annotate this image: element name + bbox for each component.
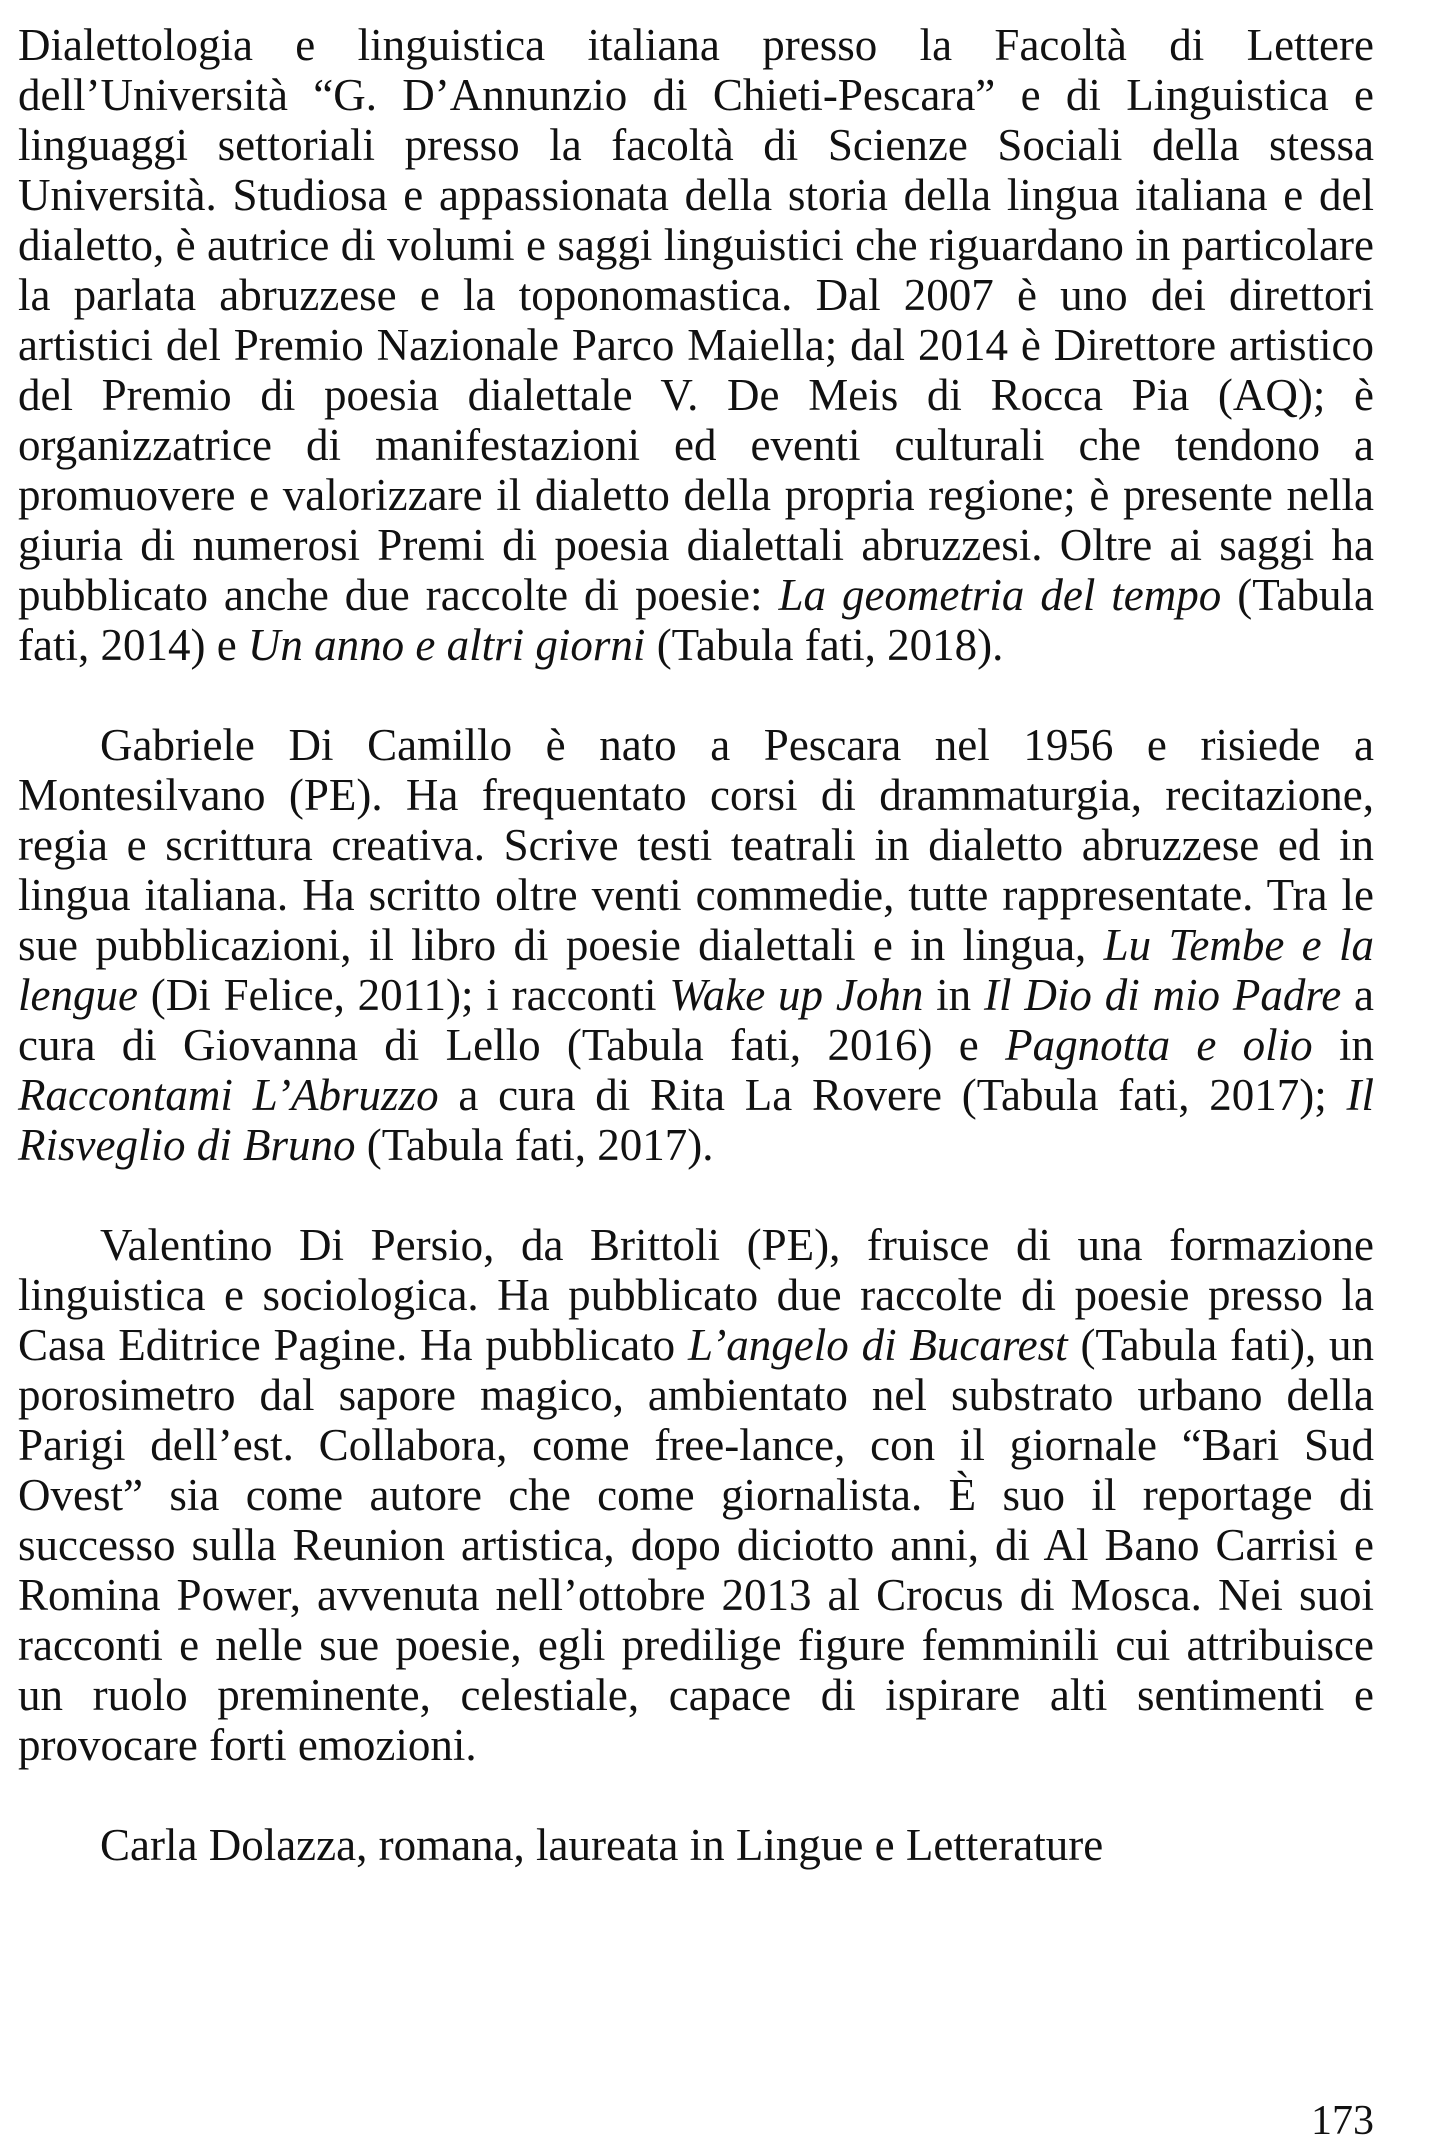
text-run: (Tabula fati, 2018). — [645, 620, 1004, 670]
text-run: Dialettologia e linguistica italiana presso la Facoltà di Lettere dell’Università “G. D’Annunzio di Chieti-Pescara” e di Linguistica e linguaggi settoriali presso la facoltà di Scienze Sociali della stessa Università. Studiosa e appassionata della storia della lingua italiana e del dialetto, è autrice di volumi e saggi linguistici che riguardano in particolare la parlata abruzzese e la toponomastica. Dal 2007 è uno dei direttori artistici del Premio Nazionale Parco Maiella; dal 2014 è Direttore artistico del Premio di poesia dialettale V. De Meis di Rocca Pia (AQ); è organizzatrice di manifestazioni ed eventi culturali che tendono a promuovere e valorizzare il dialetto della propria regione; è presente nella giuria di numerosi Premi di poesia dialettali abruzzesi. Oltre ai saggi ha pubblicato anche due raccolte di poesie: — [18, 20, 1374, 620]
paragraph-2 — [18, 720, 1374, 1170]
text-run: Carla Dolazza, romana, laureata in Lingue e Letterature — [100, 1820, 1104, 1870]
page-number: 173 — [1311, 2098, 1374, 2144]
paragraph-4 — [18, 1820, 1374, 1870]
text-run: Valentino Di Persio, da Brittoli (PE), fruisce di una formazione linguistica e sociologica. Ha pubblicato due raccolte di poesie presso la Casa Editrice Pagine. Ha pubblicato — [18, 1220, 1374, 1370]
text-run: in — [923, 970, 985, 1020]
book-title: Il Dio di mio Padre — [984, 970, 1342, 1020]
book-title: Lu Tembe e la lengue — [18, 920, 1374, 1020]
text-run: Gabriele Di Camillo è nato a Pescara nel 1956 e risiede a Montesilvano (PE). Ha frequentato corsi di drammaturgia, recitazione, regia e scrittura creativa. Scrive testi teatrali in dialetto abruzzese ed in lingua italiana. Ha scritto oltre venti commedie, tutte rappresentate. Tra le sue pubblicazioni, il libro di poesie dialettali e in lingua, — [18, 720, 1374, 970]
paragraph-3 — [18, 1220, 1374, 1770]
book-title: L’angelo di Bucarest — [687, 1320, 1068, 1370]
book-title: Wake up John — [669, 970, 924, 1020]
text-run: a cura di Giovanna di Lello (Tabula fati, 2016) e — [18, 970, 1374, 1070]
book-title: Raccontami L’Abruzzo — [18, 1070, 439, 1120]
page-body — [18, 20, 1374, 1870]
book-title: La geometria del tempo — [778, 570, 1222, 620]
paragraph-1 — [18, 20, 1374, 670]
text-run: a cura di Rita La Rovere (Tabula fati, 2017); — [438, 1070, 1347, 1120]
text-run: (Tabula fati, 2014) e — [18, 570, 1375, 670]
book-title: Il Risveglio di Bruno — [18, 1070, 1374, 1170]
text-run: (Tabula fati, 2017). — [355, 1120, 714, 1170]
book-title: Un anno e altri giorni — [247, 620, 646, 670]
text-run: (Di Felice, 2011); i racconti — [137, 970, 670, 1020]
text-run: (Tabula fati), un porosimetro dal sapore magico, ambientato nel substrato urbano della Parigi dell’est. Collabora, come free-lance, con il giornale “Bari Sud Ovest” sia come autore che come giornalista. È suo il reportage di successo sulla Reunion artistica, dopo diciotto anni, di Al Bano Carrisi e Romina Power, avvenuta nell’ottobre 2013 al Crocus di Mosca. Nei suoi racconti e nelle sue poesie, egli predilige figure femminili cui attribuisce un ruolo preminente, celestiale, capace di ispirare alti sentimenti e provocare forti emozioni. — [18, 1320, 1374, 1770]
book-title: Pagnotta e olio — [1005, 1020, 1313, 1070]
text-run: in — [1312, 1020, 1374, 1070]
